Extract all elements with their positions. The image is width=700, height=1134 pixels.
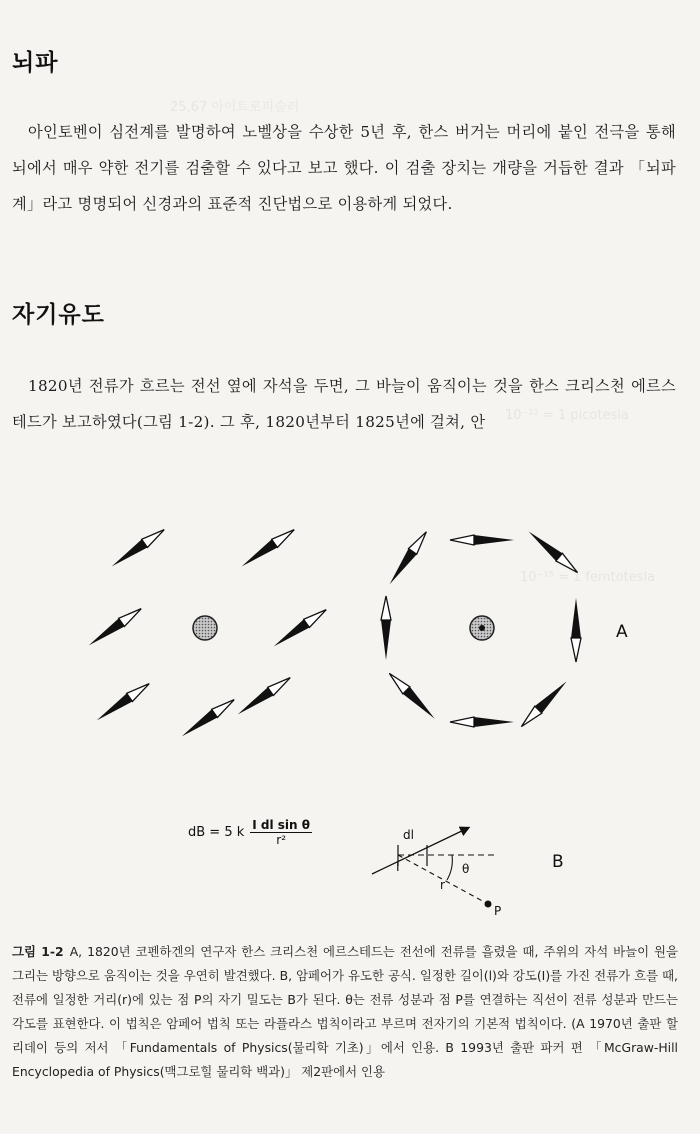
current-element-line [372,828,468,874]
section-paragraph-magnetic-induction: 1820년 전류가 흐르는 전선 옆에 자석을 두면, 그 바늘이 움직이는 것을 한스 크리스천 에르스테드가 보고하였다(그림 1-2). 그 후, 1820년부터 1825년에 걸쳐, 안 [12,377,676,431]
formula-denominator: r² [276,833,287,847]
figure-diagram [0,500,700,940]
compass-needle-icon [235,674,293,719]
figure-caption [12,940,678,1084]
label-r: r [440,878,445,892]
theta-arc [447,855,452,880]
compass-needle-icon [109,526,167,571]
caption-label: 그림 1-2 [12,944,64,959]
bleed-through-text: 25,67 아이트로피슬러 [170,100,300,115]
compass-needle-icon [381,596,391,660]
compass-needle-icon [386,670,438,722]
formula-fraction [250,818,312,847]
compass-needle-icon [525,528,580,577]
label-point-p: P [494,904,502,918]
section-heading-magnetic-induction: 자기유도 [12,302,105,328]
formula-numerator: I dl sin θ [252,818,311,832]
compass-needle-icon [450,717,514,727]
compass-needle-icon [450,535,514,545]
bleed-through-text: 10⁻¹² = 1 picotesla [505,408,629,423]
label-theta: θ [462,862,470,876]
figure-label-b: B [552,852,564,872]
figure-label-a: A [616,622,628,642]
section-heading-brainwave: 뇌파 [12,50,59,76]
bleed-through-text: 10⁻¹⁵ = 1 femtotesla [520,570,656,585]
point-p-dot [485,901,492,908]
compass-needle-icon [179,696,237,741]
caption-text: A, 1820년 코펜하겐의 연구자 한스 크리스천 에르스테드는 전선에 전류를 흘렸을 때, 주위의 자석 바늘이 원을 그리는 방향으로 움직이는 것을 우연히 발견했다. B, 암페어가 유도한 공식. 일정한 길이(l)와 강도(I)를 가진 전류가 흐를 때, 전류에 일정한 거리(r)에 있는 점 P의 자기 밀도는 B가 된다. θ는 전류 성분과 점 P를 연결하는 직선이 전류 성분과 만드는 각도를 표현한다. 이 법칙은 암페어 법칙 또는 라플라스 법칙이라고 부르며 전자기의 기본적 법칙이다. (A 1970년 출판 할리데이 등의 저서 「Fundamentals of Physics(물리학 기초)」에서 인용. B 1993년 출판 파커 편 「McGraw-Hill Encyclopedia of Physics(맥그로힐 물리학 백과)」 제2판에서 인용 [12,944,678,1079]
ampere-formula [188,818,312,847]
compass-needle-icon [239,526,297,571]
compass-needle-icon [94,680,152,725]
current-direction-dot [479,625,485,631]
compass-needle-icon [386,529,431,587]
section-paragraph-brainwave: 아인토벤이 심전계를 발명하여 노벨상을 수상한 5년 후, 한스 버거는 머리에 붙인 전극을 통해 뇌에서 매우 약한 전기를 검출할 수 있다고 보고 했다. 이 검출 장치는 개량을 거듭한 결과 「뇌파계」라고 명명되어 신경과의 표준적 진단법으로 이용하게 되었다. [12,123,676,213]
wire-cross-section-no-current [193,616,217,640]
compass-needle-icon [571,598,581,662]
formula-lhs: dB = 5 k [188,825,245,840]
label-dl: dl [403,828,414,842]
compass-needle-icon [86,605,144,650]
compass-needle-icon [518,678,570,730]
figure-1-2 [0,500,700,940]
compass-needle-icon [271,606,329,651]
label-current-i: I [396,860,400,874]
